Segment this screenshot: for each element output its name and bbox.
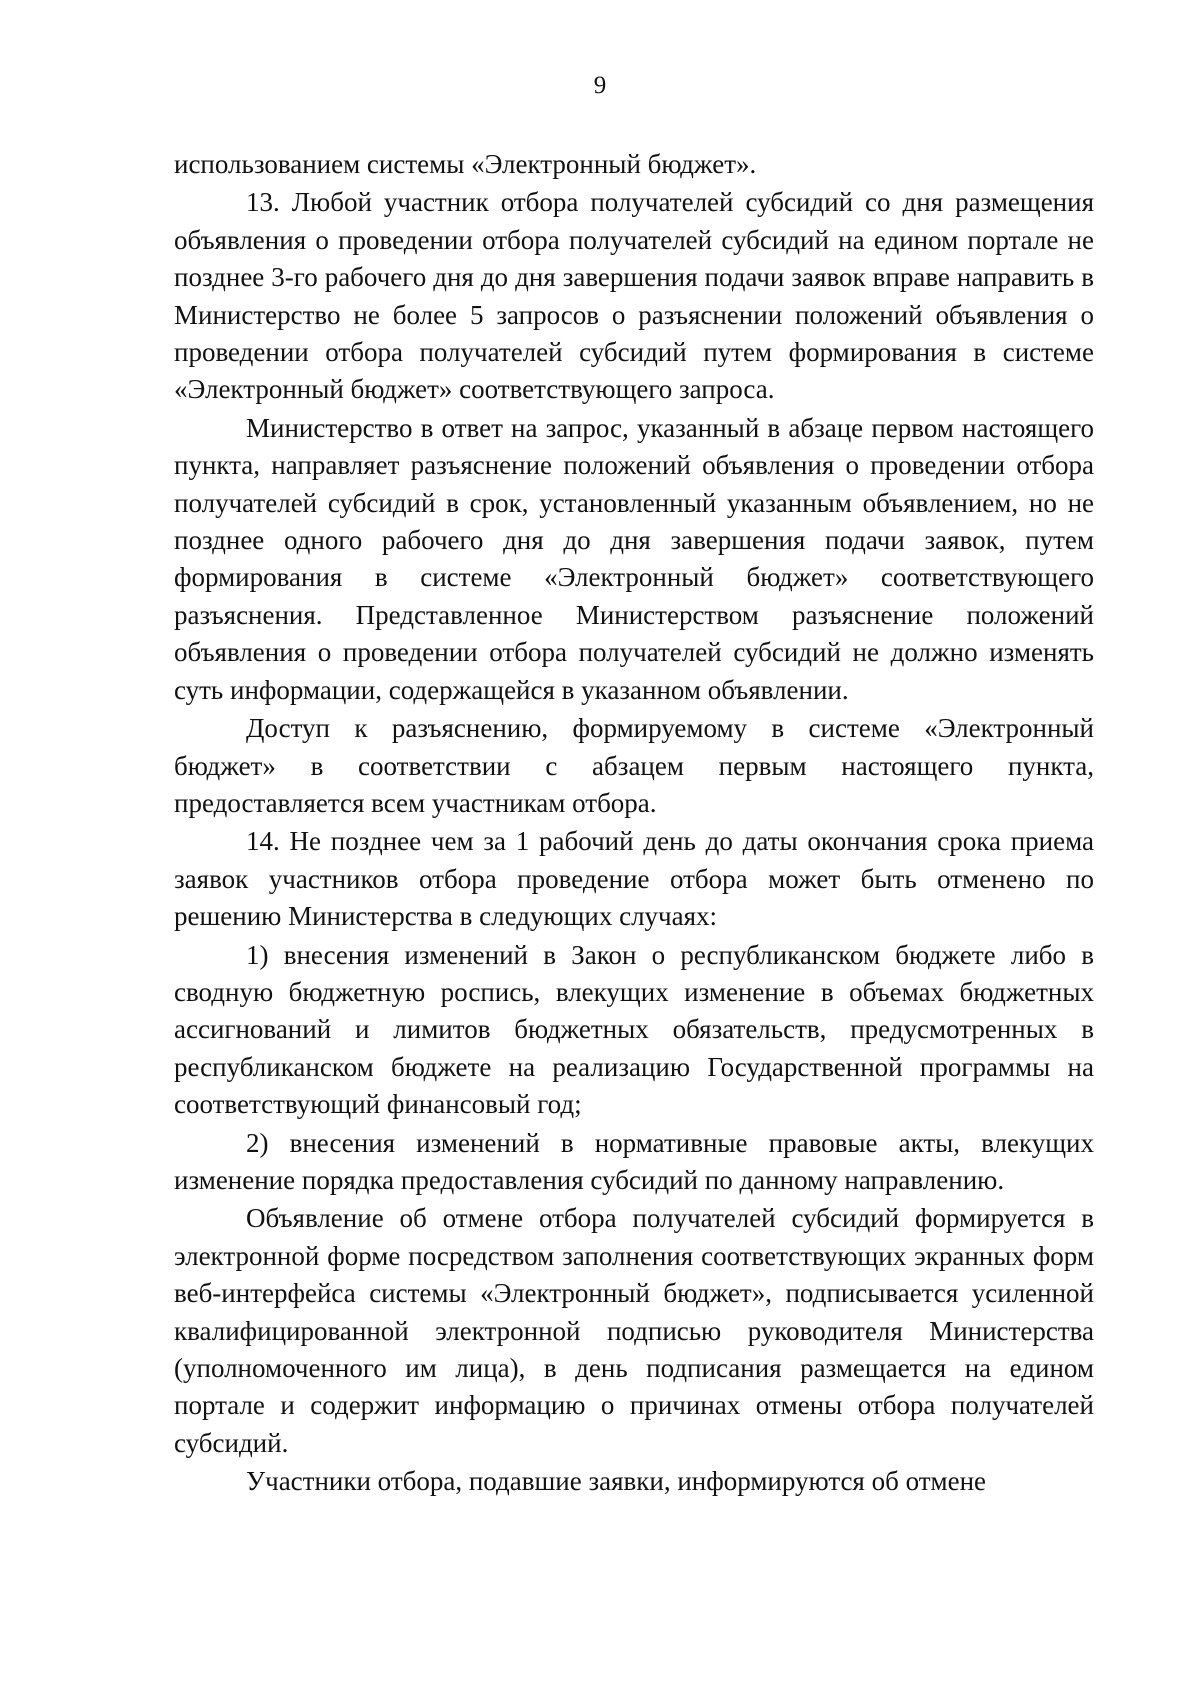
- document-body: [174, 146, 1094, 1502]
- paragraph-continuation: использованием системы «Электронный бюджет».: [174, 149, 757, 179]
- paragraph-cancellation-notice: Объявление об отмене отбора получателей субсидий формируется в электронной форме посредством заполнения соответствующих экранных форм веб-интерфейса системы «Электронный бюджет», подписывается усиленной квалифицированной электронной подписью руководителя Министерства (уполномоченного им лица), в день подписания размещается на едином портале и содержит информацию о причинах отмены отбора получателей субсидий.: [174, 1203, 1094, 1458]
- paragraph-clause-14: 14. Не позднее чем за 1 рабочий день до даты окончания срока приема заявок участников отбора проведение отбора может быть отменено по решению Министерства в следующих случаях:: [174, 826, 1094, 932]
- paragraph-ministry-response: Министерство в ответ на запрос, указанный в абзаце первом настоящего пункта, направляет разъяснение положений объявления о проведении отбора получателей субсидий в срок, установленный указанным объявлением, но не позднее одного рабочего дня до дня завершения подачи заявок, путем формирования в системе «Электронный бюджет» соответствующего разъяснения. Представленное Министерством разъяснение положений объявления о проведении отбора получателей субсидий не должно изменять суть информации, содержащейся в указанном объявлении.: [174, 412, 1094, 705]
- paragraph-case-1: 1) внесения изменений в Закон о республиканском бюджете либо в сводную бюджетную роспись, влекущих изменение в объемах бюджетных ассигнований и лимитов бюджетных обязательств, предусмотренных в республиканском бюджете на реализацию Государственной программы на соответствующий финансовый год;: [174, 939, 1094, 1120]
- paragraph-access: Доступ к разъяснению, формируемому в системе «Электронный бюджет» в соответствии с абзацем первым настоящего пункта, предоставляется всем участникам отбора.: [174, 713, 1094, 818]
- page-number: 9: [593, 72, 607, 99]
- paragraph-case-2: 2) внесения изменений в нормативные правовые акты, влекущих изменение порядка предоставления субсидий по данному направлению.: [174, 1127, 1094, 1195]
- paragraph-clause-13: 13. Любой участник отбора получателей субсидий со дня размещения объявления о проведении отбора получателей субсидий на едином портале не позднее 3-го рабочего дня до дня завершения подачи заявок вправе направить в Министерство не более 5 запросов о разъяснении положений объявления о проведении отбора получателей субсидий путем формирования в системе «Электронный бюджет» соответствующего запроса.: [174, 187, 1094, 405]
- paragraph-participants-informed: Участники отбора, подавшие заявки, информируются об отмене: [246, 1466, 987, 1497]
